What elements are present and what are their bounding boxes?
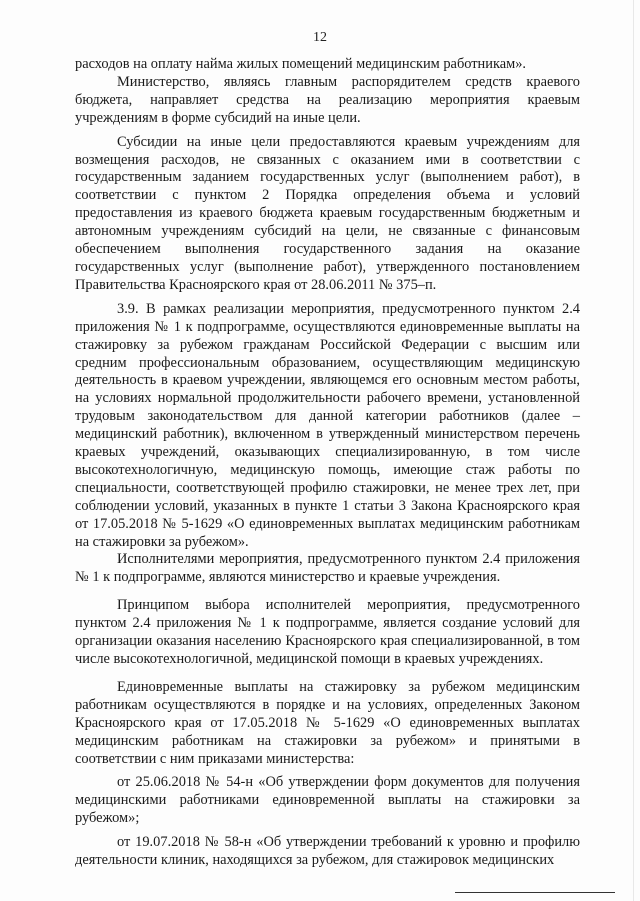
paragraph: расходов на оплату найма жилых помещений медицинским работникам». [75, 56, 527, 72]
page-number: 12 [313, 30, 327, 45]
paragraph: от 25.06.2018 № 54-н «Об утверждении форм документов для получения медицинскими работниками единовременной выплаты на стажировки за рубежом»; [75, 774, 580, 827]
footer-rule [455, 892, 615, 893]
paragraph: Субсидии на иные цели предоставляются краевым учреждениям для возмещения расходов, не связанных с оказанием ими в соответствии с государственным заданием государственных услуг (выполнением работ), в соответствии с пунктом 2 Порядка определения объема и условий предоставления из краевого бюджета краевым государственным бюджетным и автономным учреждениям субсидий на цели, не связанные с финансовым обеспечением выполнения государственного задания на оказание государственных услуг (выполнение работ), утвержденного постановлением Правительства Красноярского края от 28.06.2011 № 375–п. [75, 133, 580, 293]
scan-edge [633, 0, 634, 901]
paragraph: 3.9. В рамках реализации мероприятия, предусмотренного пунктом 2.4 приложения № 1 к подпрограмме, осуществляются единовременные выплаты на стажировку за рубежом гражданам Российской Федерации с высшим или средним профессиональным образованием, осуществляющим медицинскую деятельность в краевом учреждении, являющемся его основным местом работы, на условиях нормальной продолжительности рабочего времени, установленной трудовым законодательством для данной категории работников (далее – медицинский работник), включенном в утвержденный министерством перечень краевых учреждений, оказывающих специализированную, в том числе высокотехнологичную, медицинскую помощь, имеющие стаж работы по специальности, соответствующей профилю стажировки, не менее трех лет, при соблюдении условий, указанных в пункте 1 статьи 3 Закона Красноярского края от 17.05.2018 № 5-1629 «О единовременных выплатах медицинским работникам на стажировки за рубежом». [75, 300, 580, 550]
paragraph: Единовременные выплаты на стажировку за рубежом медицинским работникам осуществляются в порядке и на условиях, определенных Законом Красноярского края от 17.05.2018 № 5-1629 «О единовременных выплатах медицинским работникам на стажировки за рубежом» и принятыми в соответствии с ним приказами министерства: [75, 678, 580, 767]
paragraph: Исполнителями мероприятия, предусмотренного пунктом 2.4 приложения № 1 к подпрограмме, являются министерство и краевые учреждения. [75, 551, 580, 586]
paragraph: от 19.07.2018 № 58-н «Об утверждении требований к уровню и профилю деятельности клиник, находящихся за рубежом, для стажировок медицинских [75, 834, 580, 869]
paragraph: Принципом выбора исполнителей мероприятия, предусмотренного пунктом 2.4 приложения № 1 к подпрограмме, является создание условий для организации оказания населению Красноярского края специализированной, в том числе высокотехнологичной, медицинской помощи в краевых учреждениях. [75, 597, 580, 667]
paragraph: Министерство, являясь главным распорядителем средств краевого бюджета, направляет средства на реализацию мероприятия краевым учреждениям в форме субсидий на иные цели. [75, 73, 580, 126]
document-body [75, 56, 580, 876]
